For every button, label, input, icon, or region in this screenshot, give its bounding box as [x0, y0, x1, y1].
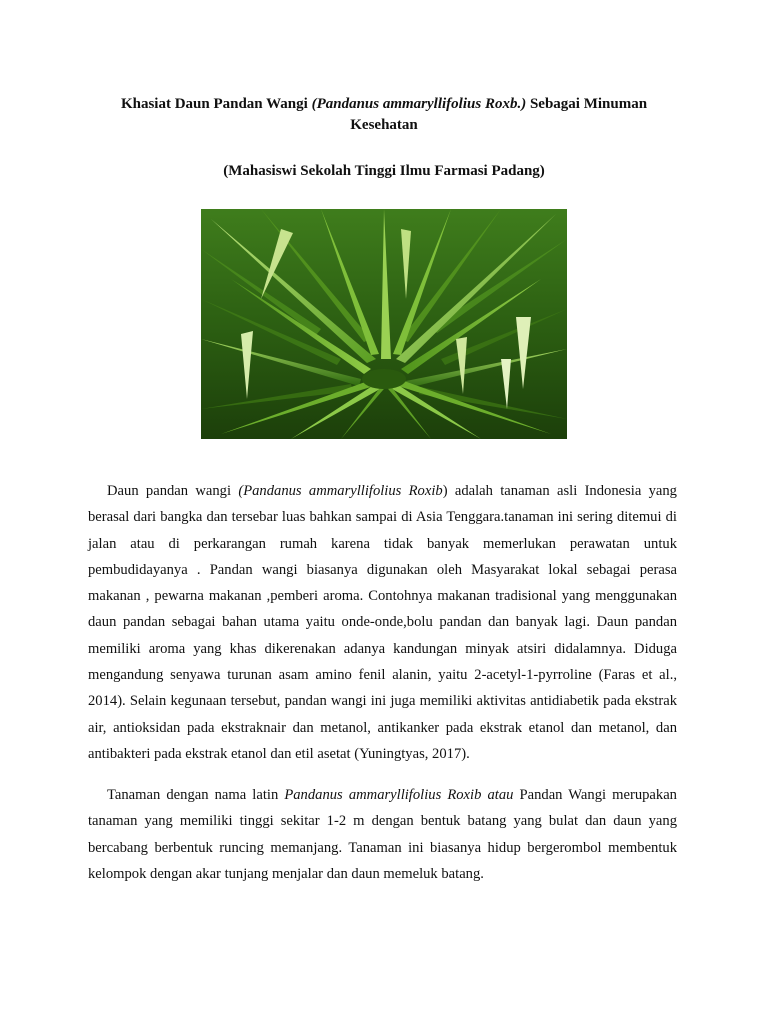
paragraph-2	[88, 782, 677, 887]
paragraph-1-lead: Daun pandan wangi	[107, 483, 239, 499]
title-latin-name: (Pandanus ammaryllifolius Roxb.)	[311, 96, 527, 112]
title-text-end: Sebagai Minuman Kesehatan	[350, 96, 648, 133]
paragraph-2-latin-name: Pandanus ammaryllifolius Roxib atau	[284, 787, 514, 803]
document-subtitle: (Mahasiswi Sekolah Tinggi Ilmu Farmasi Padang)	[223, 163, 545, 179]
paragraph-1	[88, 478, 677, 767]
paragraph-2-text: Pandan Wangi merupakan tanaman yang memiliki tinggi sekitar 1-2 m dengan bentuk batang yang bulat dan daun yang bercabang berbentuk runcing memanjang. Tanaman ini biasanya hidup bergerombol membentuk kelompok dengan akar tunjang menjalar dan daun memeluk batang.	[88, 787, 677, 882]
paragraph-1-text: ) adalah tanaman asli Indonesia yang berasal dari bangka dan tersebar luas bahkan sampai di Asia Tenggara.tanaman ini sering ditemui di jalan atau di perkarangan rumah karena tidak banyak memerlukan perawatan untuk pembudidayanya . Pandan wangi biasanya digunakan oleh Masyarakat lokal sebagai perasa makanan , pewarna makanan ,pemberi aroma. Contohnya makanan tradisional yang menggunakan daun pandan sebagai bahan utama yaitu onde-onde,bolu pandan dan banyak lagi. Daun pandan memiliki aroma yang khas dikerenakan adanya kandungan minyak atsiri didalamnya. Diduga mengandung senyawa turunan asam amino fenil alanin, yaitu 2-acetyl-1-pyrroline (Faras et al., 2014). Selain kegunaan tersebut, pandan wangi ini juga memiliki aktivitas antidiabetik pada ekstrak air, antioksidan pada ekstraknair dan metanol, antikanker pada ekstrak etanol dan metanol, dan antibakteri pada ekstrak etanol dan etil asetat (Yuningtyas, 2017).	[88, 483, 677, 762]
paragraph-2-lead: Tanaman dengan nama latin	[107, 787, 285, 803]
pandan-leaves-photo	[201, 209, 567, 439]
paragraph-1-latin-name: (Pandanus ammaryllifolius Roxib	[238, 483, 443, 499]
title-text: Khasiat Daun Pandan Wangi	[120, 96, 312, 112]
document-title	[88, 94, 680, 136]
